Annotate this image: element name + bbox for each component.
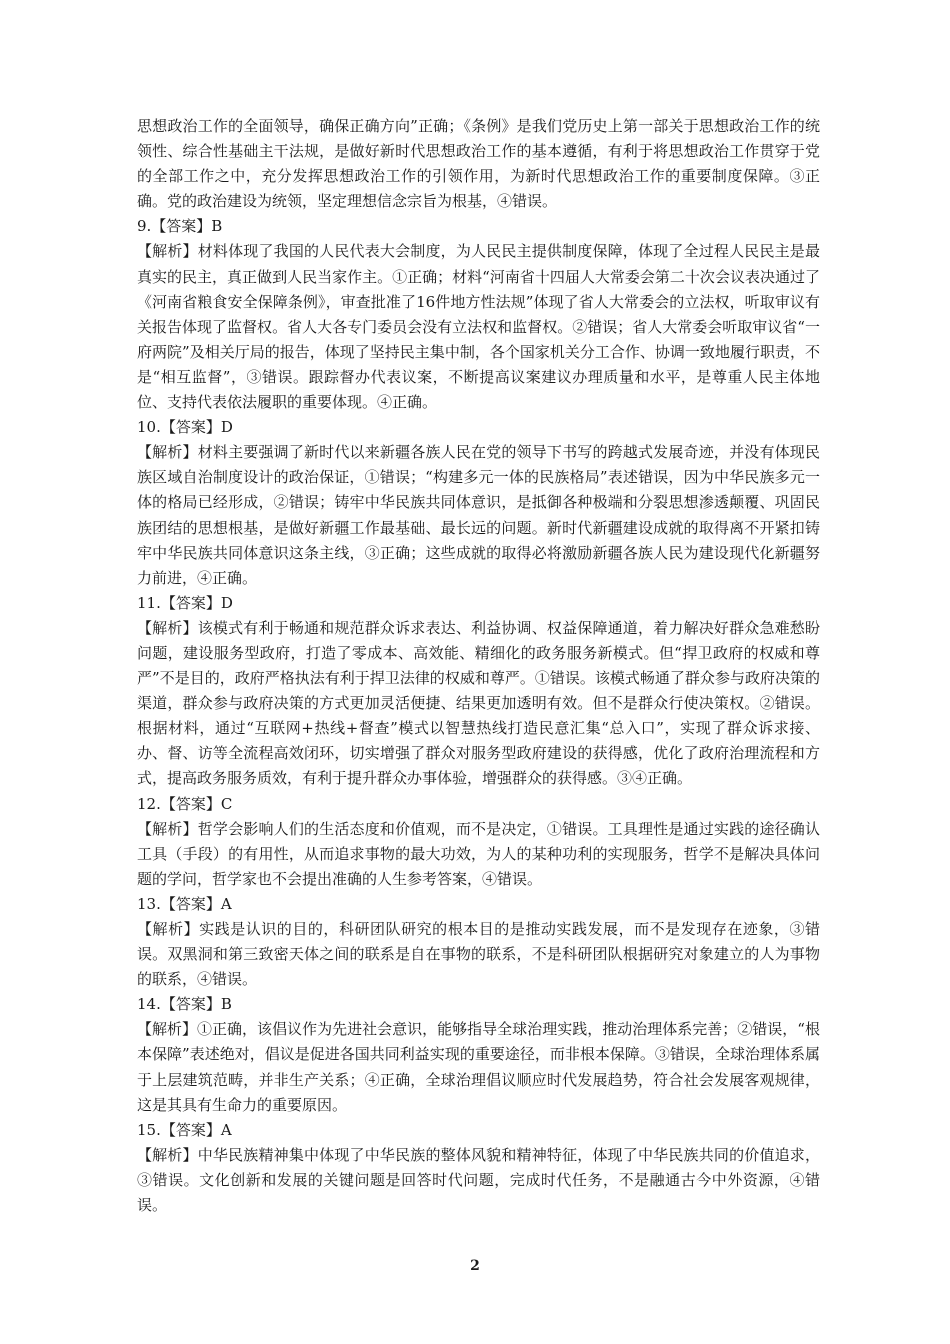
analysis-12: 【解析】哲学会影响人们的生活态度和价值观，而不是决定，①错误。工具理性是通过实践的途径确认工具（手段）的有用性，从而追求事物的最大功效，为人的某种功利的实现服务，哲学不是解决具体问题的学问，哲学家也不会提出准确的人生参考答案，④错误。 <box>137 819 820 888</box>
analysis-11: 【解析】该模式有利于畅通和规范群众诉求表达、利益协调、权益保障通道，着力解决好群众急难愁盼问题，建设服务型政府，打造了零成本、高效能、精细化的政务服务新模式。但“捍卫政府的权威和尊严”不是目的，政府严格执法有利于捍卫法律的权威和尊严。①错误。该模式畅通了群众参与政府决策的渠道，群众参与政府决策的方式更加灵活便捷、结果更加透明有效。但不是群众行使决策权。②错误。根据材料，通过“互联网+热线+督查”模式以智慧热线打造民意汇集“总入口”，实现了群众诉求接、办、督、访等全流程高效闭环，切实增强了群众对服务型政府建设的获得感，优化了政府治理流程和方式，提高政务服务质效，有利于提升群众办事体验，增强群众的获得感。③④正确。 <box>137 618 820 788</box>
analysis-10: 【解析】材料主要强调了新时代以来新疆各族人民在党的领导下书写的跨越式发展奇迹，并没有体现民族区域自治制度设计的政治保证，①错误；“构建多元一体的民族格局”表述错误，因为中华民族多元一体的格局已经形成，②错误；铸牢中华民族共同体意识，是抵御各种极端和分裂思想渗透颠覆、巩固民族团结的思想根基，是做好新疆工作最基础、最长远的问题。新时代新疆建设成就的取得离不开紧扣铸牢中华民族共同体意识这条主线，③正确；这些成就的取得必将激励新疆各族人民为建设现代化新疆努力前进，④正确。 <box>137 443 820 587</box>
analysis-14: 【解析】①正确，该倡议作为先进社会意识，能够指导全球治理实践，推动治理体系完善；②错误，“根本保障”表述绝对，倡议是促进各国共同利益实现的重要途径，而非根本保障。③错误，全球治理体系属于上层建筑范畴，并非生产关系；④正确，全球治理倡议顺应时代发展趋势，符合社会发展客观规律，这是其具有生命力的重要原因。 <box>137 1020 820 1114</box>
intro-paragraph: 思想政治工作的全面领导，确保正确方向”正确；《条例》是我们党历史上第一部关于思想政治工作的统领性、综合性基础主干法规，是做好新时代思想政治工作的基本遵循，有利于将思想政治工作贯穿于党的全部工作之中，充分发挥思想政治工作的引领作用，为新时代思想政治工作的重要制度保障。③正确。党的政治建设为统领，坚定理想信念宗旨为根基，④错误。 <box>137 117 820 211</box>
answer-9: 9.【答案】B <box>137 217 223 236</box>
answer-10: 10.【答案】D <box>137 418 233 437</box>
analysis-9: 【解析】材料体现了我国的人民代表大会制度，为人民民主提供制度保障，体现了全过程人民民主是最真实的民主，真正做到人民当家作主。①正确；材料“河南省十四届人大常委会第二十次会议表决通过了《河南省粮食安全保障条例》，审查批准了16件地方性法规”体现了省人大常委会的立法权，听取审议有关报告体现了监督权。省人大各专门委员会没有立法权和监督权。②错误；省人大常委会听取审议省“一府两院”及相关厅局的报告，体现了坚持民主集中制，各个国家机关分工合作、协调一致地履行职责，不是“相互监督”，③错误。跟踪督办代表议案，不断提高议案建议办理质量和水平，是尊重人民主体地位、支持代表依法履职的重要体现。④正确。 <box>137 242 820 412</box>
answer-14: 14.【答案】B <box>137 995 232 1014</box>
answer-15: 15.【答案】A <box>137 1120 232 1139</box>
page-number: 2 <box>470 1258 480 1274</box>
answer-11: 11.【答案】D <box>137 593 233 612</box>
answer-13: 13.【答案】A <box>137 894 232 913</box>
analysis-13: 【解析】实践是认识的目的，科研团队研究的根本目的是推动实践发展，而不是发现存在迹象，③错误。双黑洞和第三致密天体之间的联系是自在事物的联系，不是科研团队根据研究对象建立的人为事物的联系，④错误。 <box>137 920 820 989</box>
analysis-15: 【解析】中华民族精神集中体现了中华民族的整体风貌和精神特征，体现了中华民族共同的价值追求，③错误。文化创新和发展的关键问题是回答时代问题，完成时代任务，不是融通古今中外资源，④错误。 <box>137 1145 820 1215</box>
answer-12: 12.【答案】C <box>137 794 233 813</box>
document-body <box>137 114 820 1218</box>
